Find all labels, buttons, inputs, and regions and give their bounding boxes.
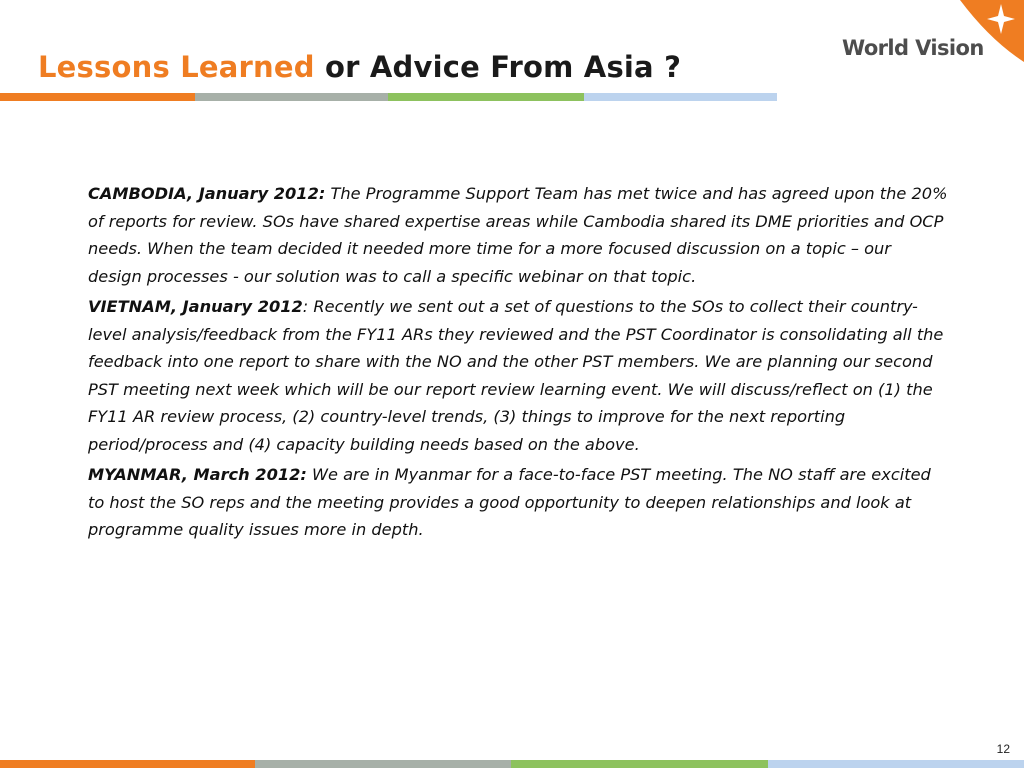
bar-segment-blue [584, 93, 777, 101]
bar-segment-blue [768, 760, 1024, 768]
paragraph-lead: CAMBODIA, January 2012: [88, 184, 326, 203]
title-underline-bar [0, 93, 777, 101]
page-number: 12 [996, 742, 1010, 756]
bar-segment-gray [255, 760, 511, 768]
footer-bar [0, 760, 1024, 768]
title-highlight: Lessons Learned [38, 50, 315, 84]
paragraph-lead: MYANMAR, March 2012: [88, 465, 307, 484]
paragraph-cambodia [88, 180, 948, 290]
bar-segment-orange [0, 93, 195, 101]
body-content [88, 180, 948, 547]
slide-title [38, 50, 681, 84]
logo-text: World Vision [842, 36, 984, 60]
bar-segment-green [511, 760, 768, 768]
paragraph-body: The Programme Support Team has met twice and has agreed upon the 20% of reports for review. SOs have shared expertise areas while Cambodia shared its DME priorities and OCP needs. When the team decided it needed more time for a more focused discussion on a topic – our design processes - our solution was to call a specific webinar on that topic. [88, 184, 948, 286]
bar-segment-gray [195, 93, 388, 101]
bar-segment-orange [0, 760, 255, 768]
paragraph-myanmar [88, 461, 948, 544]
title-rest: or Advice From Asia ? [324, 50, 682, 84]
paragraph-vietnam [88, 293, 948, 458]
bar-segment-green [388, 93, 584, 101]
paragraph-body: : Recently we sent out a set of questions to the SOs to collect their country-level analysis/feedback from the FY11 ARs they reviewed and the PST Coordinator is consolidating all the feedback into one report to share with the NO and the other PST members. We are planning our second PST meeting next week which will be our report review learning event. We will discuss/reflect on (1) the FY11 AR review process, (2) country-level trends, (3) things to improve for the next reporting period/process and (4) capacity building needs based on the above. [88, 297, 944, 454]
paragraph-lead: VIETNAM, January 2012 [88, 297, 303, 316]
paragraph-body: We are in Myanmar for a face-to-face PST meeting. The NO staff are excited to host the SO reps and the meeting provides a good opportunity to deepen relationships and look at programme quality issues more in depth. [88, 465, 931, 539]
